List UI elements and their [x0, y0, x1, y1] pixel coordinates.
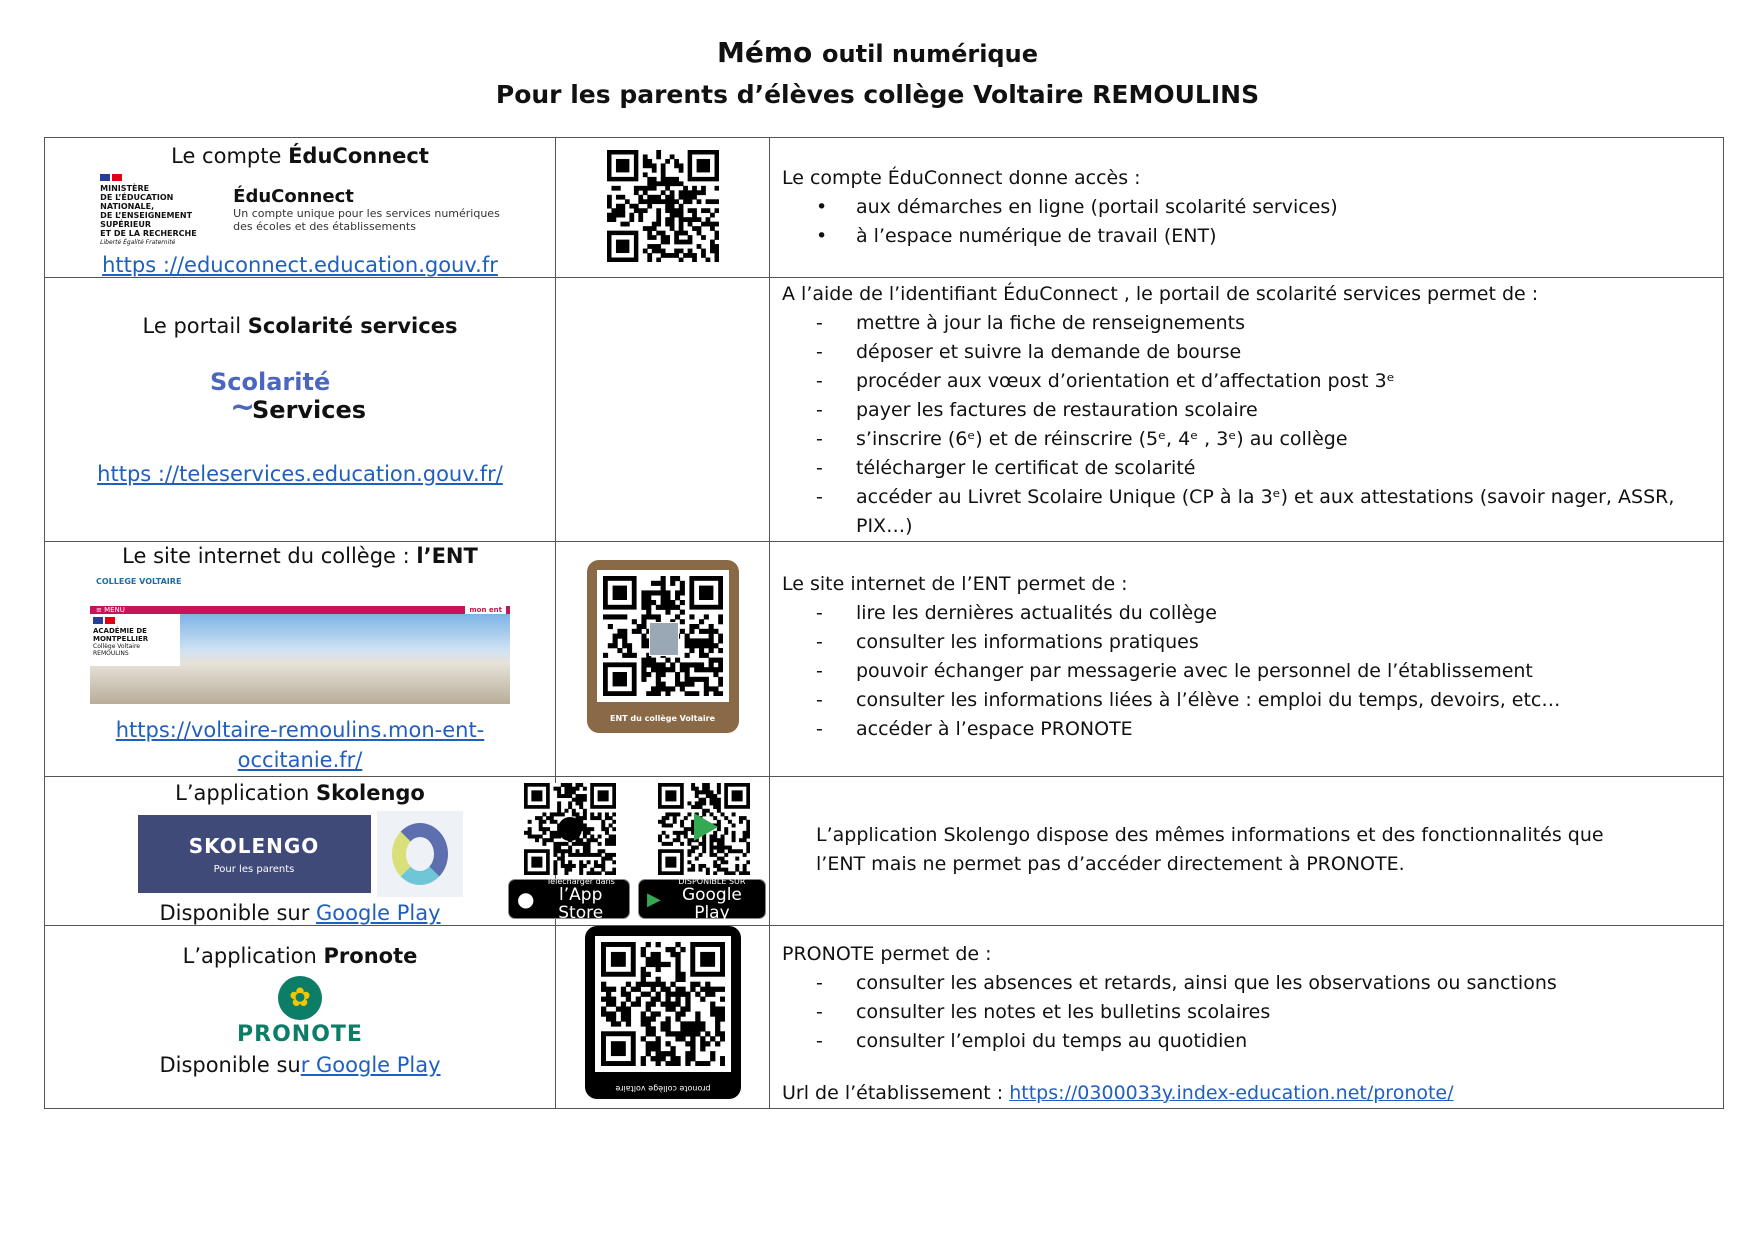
title-prefix: L’application	[182, 944, 317, 968]
monent-logo: mon ent	[465, 606, 506, 614]
list-item: - accéder au Livret Scolaire Unique (CP à la 3ᵉ) et aux attestations (savoir nager, ASSR, PIX…)	[782, 483, 1723, 541]
desc-line: L’application Skolengo dispose des mêmes informations et des fonctionnalités que	[816, 824, 1604, 846]
list-item: - mettre à jour la fiche de renseignements	[782, 309, 1723, 338]
brand-desc: Un compte unique pour les services numériques	[233, 207, 500, 220]
ent-title	[45, 544, 555, 568]
title-outil: outil numérique	[822, 40, 1038, 68]
educonnect-brand	[233, 174, 500, 233]
skolengo-name: SKOLENGO	[188, 833, 320, 858]
appstore-badge[interactable]	[508, 876, 630, 923]
skolengo-logo	[138, 815, 371, 893]
badge-small: Télécharger dans	[546, 876, 615, 886]
educonnect-info-cell	[45, 138, 556, 278]
skolengo-availability	[45, 901, 555, 925]
pronote-desc-cell	[770, 926, 1724, 1109]
google-play-icon: ▶	[647, 888, 661, 910]
pronote-availability	[45, 1053, 555, 1077]
ent-menu-label: ≡ MENU	[96, 606, 125, 614]
ent-desc-cell	[770, 542, 1724, 777]
ent-link-line2[interactable]: occitanie.fr/	[237, 748, 363, 772]
list-item: - consulter les informations liées à l’élève : emploi du temps, devoirs, etc…	[782, 686, 1723, 715]
list-item: - s’inscrire (6ᵉ) et de réinscrire (5ᵉ, 4ᵉ , 3ᵉ) au collège	[782, 425, 1723, 454]
pronote-qr-frame	[585, 926, 741, 1099]
list-item: • à l’espace numérique de travail (ENT)	[782, 222, 1723, 251]
apple-icon: ●	[517, 887, 535, 911]
list-item: - pouvoir échanger par messagerie avec le personnel de l’établissement	[782, 657, 1723, 686]
pronote-title	[45, 944, 555, 968]
row-scolarite	[45, 278, 1724, 542]
pronote-qr-cell	[556, 926, 770, 1109]
desc-list	[782, 599, 1723, 744]
title-bold: Pronote	[323, 944, 418, 968]
academy-name: ACADÉMIE DE MONTPELLIER	[93, 627, 149, 643]
list-item: - télécharger le certificat de scolarité	[782, 454, 1723, 483]
college-name: Collège Voltaire REMOULINS	[93, 643, 140, 657]
desc-intro: Le compte ÉduConnect donne accès :	[782, 167, 1141, 189]
row-ent	[45, 542, 1724, 777]
title-bold: ÉduConnect	[288, 144, 429, 168]
list-item: - payer les factures de restauration scolaire	[782, 396, 1723, 425]
desc-list	[782, 969, 1723, 1056]
pronote-logo	[45, 976, 555, 1047]
ministry-line: MINISTÈRE	[100, 184, 150, 193]
apple-icon	[558, 817, 582, 841]
scolarite-title	[45, 314, 555, 338]
scolarite-info-cell	[45, 278, 556, 542]
skolengo-desc-cell	[770, 777, 1724, 926]
list-item: • aux démarches en ligne (portail scolarité services)	[782, 193, 1723, 222]
avail-prefix: Disponible su	[159, 1053, 301, 1077]
educonnect-title	[45, 144, 555, 168]
educonnect-desc-cell	[770, 138, 1724, 278]
list-item: - consulter les informations pratiques	[782, 628, 1723, 657]
french-flag-icon	[100, 174, 205, 181]
brand-desc: des écoles et des établissements	[233, 220, 416, 233]
row-skolengo	[45, 777, 1724, 926]
skolengo-sub: Pour les parents	[213, 863, 295, 875]
doc-title-line1	[0, 36, 1755, 69]
title-prefix: Le compte	[171, 144, 282, 168]
list-item: - consulter les notes et les bulletins scolaires	[782, 998, 1723, 1027]
ministry-motto: Liberté Égalité Fraternité	[100, 239, 176, 246]
desc-intro: A l’aide de l’identifiant ÉduConnect , le portail de scolarité services permet de :	[782, 283, 1539, 305]
skolengo-logos	[45, 811, 555, 897]
french-flag-icon	[93, 617, 177, 624]
skolengo-google-play-link[interactable]: Google Play	[316, 901, 441, 925]
list-item: - déposer et suivre la demande de bourse	[782, 338, 1723, 367]
desc-list	[782, 193, 1723, 251]
title-bold: Scolarité services	[247, 314, 458, 338]
skolengo-title	[45, 781, 555, 805]
title-memo: Mémo	[717, 36, 813, 69]
educonnect-qr-code[interactable]	[607, 150, 719, 262]
pronote-info-cell	[45, 926, 556, 1109]
list-item: - consulter l’emploi du temps au quotidien	[782, 1027, 1723, 1056]
desc-intro: PRONOTE permet de :	[782, 943, 992, 965]
butterfly-icon: ✿	[278, 976, 322, 1020]
brand-name: ÉduConnect	[233, 186, 354, 207]
title-prefix: L’application	[175, 781, 310, 805]
pronote-word: PRONOTE	[237, 1022, 363, 1047]
badge-small: DISPONIBLE SUR	[678, 876, 746, 886]
list-item: - accéder à l’espace PRONOTE	[782, 715, 1723, 744]
appstore-qr-code[interactable]	[524, 783, 616, 875]
ministry-logo	[100, 174, 205, 247]
list-item: - procéder aux vœux d’orientation et d’affectation post 3ᵉ	[782, 367, 1723, 396]
list-item: - consulter les absences et retards, ainsi que les observations ou sanctions	[782, 969, 1723, 998]
skolengo-info-cell	[45, 777, 556, 926]
title-bold: l’ENT	[416, 544, 478, 568]
voltaire-portrait-icon	[649, 622, 679, 656]
educonnect-logo	[45, 174, 555, 247]
list-item: - lire les dernières actualités du collège	[782, 599, 1723, 628]
academy-badge	[90, 614, 180, 666]
desc-intro: Le site internet de l’ENT permet de :	[782, 573, 1128, 595]
ent-qr-cell	[556, 542, 770, 777]
ent-qr-frame	[587, 560, 739, 733]
ent-header: COLLEGE VOLTAIRE	[90, 574, 510, 606]
scolarite-qr-cell-empty	[556, 278, 770, 542]
avail-prefix: Disponible sur	[159, 901, 317, 925]
ministry-line: SUPÉRIEUR	[100, 220, 152, 229]
desc-line: l’ENT mais ne permet pas d’accéder directement à PRONOTE.	[816, 853, 1405, 875]
pronote-qr-code[interactable]	[595, 936, 731, 1072]
title-bold: Skolengo	[316, 781, 425, 805]
row-pronote	[45, 926, 1724, 1109]
desc-list	[782, 309, 1723, 541]
logo-line1: Scolarité	[210, 368, 331, 396]
skolengo-store-cell	[517, 777, 770, 926]
googleplay-qr-code[interactable]	[658, 783, 750, 875]
scolarite-desc-cell	[770, 278, 1724, 542]
badge-large: l’App Store	[558, 884, 604, 923]
ent-qr-code[interactable]	[597, 570, 729, 702]
scolarite-link[interactable]: https ://teleservices.education.gouv.fr/	[97, 462, 503, 486]
ministry-line: DE L’ENSEIGNEMENT	[100, 211, 193, 220]
row-educonnect	[45, 138, 1724, 278]
store-badges	[508, 783, 768, 923]
title-prefix: Le portail	[142, 314, 242, 338]
badge-large: Google Play	[681, 884, 742, 923]
ministry-line: NATIONALE,	[100, 202, 155, 211]
doc-title-line2: Pour les parents d’élèves collège Voltaire REMOULINS	[495, 80, 1260, 109]
google-play-icon	[694, 813, 718, 841]
googleplay-badge[interactable]	[638, 876, 766, 923]
logo-line2: ~ Services	[210, 396, 390, 424]
memo-table	[44, 137, 1724, 1109]
scolarite-logo	[210, 368, 390, 424]
pronote-url-line	[782, 1079, 1723, 1108]
pronote-google-play-link[interactable]: r Google Play	[300, 1053, 441, 1077]
skolengo-app-icon	[377, 811, 463, 897]
url-label: Url de l’établissement :	[782, 1082, 1010, 1104]
ent-link-line1[interactable]: https://voltaire-remoulins.mon-ent-	[115, 718, 485, 742]
ministry-line: DE L’ÉDUCATION	[100, 193, 174, 202]
ent-info-cell	[45, 542, 556, 777]
title-prefix: Le site internet du collège :	[122, 544, 410, 568]
ministry-line: ET DE LA RECHERCHE	[100, 229, 197, 238]
pronote-link[interactable]: https://0300033y.index-education.net/pronote/	[1009, 1082, 1454, 1104]
ent-qr-caption: ENT du collège Voltaire	[609, 714, 716, 723]
pronote-qr-caption: pronote collège voltaire	[615, 1084, 711, 1093]
educonnect-qr-cell	[556, 138, 770, 278]
ent-website-screenshot	[90, 574, 510, 704]
educonnect-link[interactable]: https ://educonnect.education.gouv.fr	[102, 253, 498, 277]
